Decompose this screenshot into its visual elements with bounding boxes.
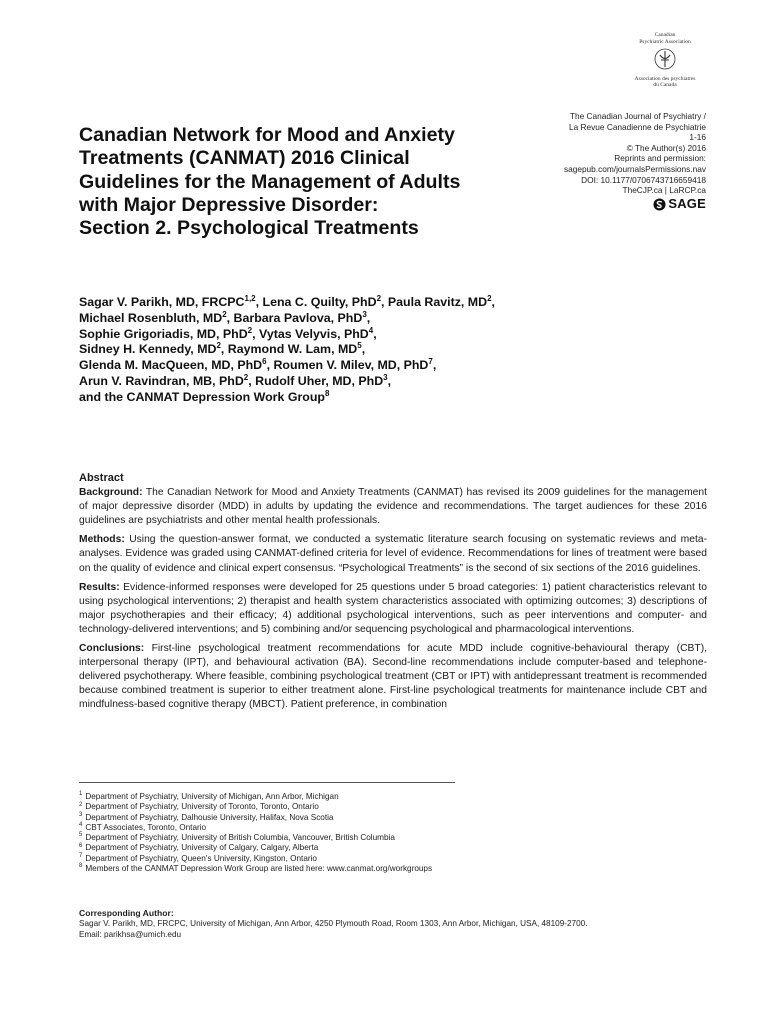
- journal-name-fr: La Revue Canadienne de Psychiatrie: [569, 121, 706, 132]
- author-separator: ,: [491, 295, 495, 309]
- abstract-conclusions: [79, 642, 707, 712]
- journal-pages: 1-16: [689, 132, 706, 143]
- title-line: Guidelines for the Management of Adults: [79, 170, 461, 193]
- footnote-text: Department of Psychiatry, University of Calgary, Calgary, Alberta: [85, 843, 319, 853]
- sage-logo-icon: [653, 198, 666, 211]
- affiliation-footnotes: [79, 792, 679, 874]
- footnote-number: 4: [79, 822, 83, 829]
- author-line: [79, 327, 699, 343]
- footnote: [79, 843, 679, 853]
- footnote-text: Department of Psychiatry, University of Michigan, Ann Arbor, Michigan: [85, 792, 339, 801]
- association-name-line: Association des psychiatres: [634, 75, 696, 82]
- section-text: Evidence-informed responses were developed for 25 questions under 5 broad categories: 1) patient characteristics relevant to using psychological interventions; 2) therapist and health system characteristics associated with optimizing outcomes; 3) descriptions of major psychotherapies and their efficacy; 4) additional psychological interventions, such as peer interventions and computer- and technology-delivered interventions; and 5) combining and/or sequencing psychological and pharmacological interventions.: [79, 581, 707, 635]
- journal-reprints-url[interactable]: sagepub.com/journalsPermissions.nav: [563, 163, 706, 174]
- footnote: [79, 792, 679, 802]
- author-name: , Vytas Velyvis, PhD: [252, 326, 369, 341]
- author-line: [79, 358, 699, 374]
- title-line: Treatments (CANMAT) 2016 Clinical: [79, 147, 410, 170]
- author-line: [79, 374, 699, 390]
- author-name: , Rudolf Uher, MD, PhD: [248, 373, 384, 388]
- author-separator: ,: [432, 358, 437, 373]
- footnote-text: Department of Psychiatry, University of British Columbia, Vancouver, British Columbia: [85, 833, 395, 843]
- author-name: Glenda M. MacQueen, MD, PhD: [79, 358, 263, 373]
- footnote: [79, 813, 679, 823]
- affiliation-marker: 4: [368, 325, 374, 335]
- author-list: [79, 295, 699, 406]
- footnote-text: Department of Psychiatry, Dalhousie University, Halifax, Nova Scotia: [85, 812, 334, 822]
- affiliation-marker: 6: [262, 357, 267, 367]
- author-line: [79, 311, 699, 327]
- author-line: [79, 342, 699, 358]
- author-separator: ,: [373, 326, 377, 341]
- author-name: and the CANMAT Depression Work Group: [79, 389, 325, 404]
- author-separator: ,: [366, 310, 371, 325]
- section-text: First-line psychological treatment recommendations for acute MDD include cognitive-behavioural therapy (CBT), interpersonal therapy (IPT), and behavioural activation (BA). Second-line recommendations include computer-based and telephone-delivered psychotherapy. Where feasible, combining psychological treatment (CBT or IPT) with antidepressant treatment is recommended because combined treatment is superior to either treatment alone. First-line psychological treatments for maintenance include CBT and mindfulness-based cognitive therapy (MBCT). Patient preference, in combination: [79, 643, 707, 711]
- footnote-number: 3: [79, 811, 83, 818]
- author-line: [79, 295, 699, 311]
- author-name: Arun V. Ravindran, MB, PhD: [79, 373, 244, 388]
- author-name: Sagar V. Parikh, MD, FRCPC: [79, 295, 245, 309]
- journal-sites[interactable]: TheCJP.ca | LaRCP.ca: [622, 185, 706, 196]
- footnote-number: 7: [79, 853, 83, 860]
- footnote: [79, 833, 679, 843]
- author-name: Sophie Grigoriadis, MD, PhD: [79, 326, 248, 341]
- abstract-background: [79, 486, 707, 528]
- footnote-text: Department of Psychiatry, Queen’s University, Kingston, Ontario: [85, 853, 317, 863]
- author-name: , Roumen V. Milev, MD, PhD: [266, 358, 429, 373]
- author-separator: ,: [361, 342, 366, 357]
- affiliation-marker: 2: [222, 309, 227, 319]
- footnote: [79, 823, 679, 833]
- author-name: , Paula Ravitz, MD: [381, 295, 488, 309]
- footnote-number: 5: [79, 832, 83, 839]
- footnote: [79, 802, 679, 812]
- section-label: Results:: [79, 581, 120, 593]
- corresponding-email[interactable]: Email: parikhsa@umich.edu: [79, 929, 182, 939]
- footnote-number: 8: [79, 863, 83, 870]
- abstract-heading: Abstract: [79, 472, 124, 484]
- journal-copyright: © The Author(s) 2016: [626, 142, 706, 153]
- section-label: Background:: [79, 487, 143, 499]
- author-line: [79, 390, 699, 406]
- journal-reprints: Reprints and permission:: [614, 153, 706, 164]
- affiliation-marker: 5: [357, 341, 362, 351]
- title-line: with Major Depressive Disorder:: [79, 193, 379, 216]
- author-name: Sidney H. Kennedy, MD: [79, 342, 217, 357]
- association-name-line: Psychiatric Association: [639, 38, 691, 45]
- affiliation-marker: 2: [216, 341, 221, 351]
- author-name: , Barbara Pavlova, PhD: [226, 310, 363, 325]
- journal-doi[interactable]: DOI: 10.1177/0706743716659418: [581, 174, 706, 185]
- corresponding-author: [79, 908, 699, 940]
- footnote-number: 2: [79, 801, 83, 808]
- association-emblem-icon: [652, 48, 678, 70]
- association-name-line: Canadian: [654, 32, 676, 38]
- section-label: Conclusions:: [79, 643, 145, 655]
- abstract: [79, 471, 707, 718]
- footnote-text: CBT Associates, Toronto, Ontario: [85, 822, 207, 832]
- journal-name-en: The Canadian Journal of Psychiatry /: [569, 111, 706, 121]
- author-name: Michael Rosenbluth, MD: [79, 310, 223, 325]
- section-text: Using the question-answer format, we conducted a systematic literature search focusing on systematic reviews and meta-analyses. Evidence was graded using CANMAT-defined criteria for level of evidence. Recommendations for lines of treatment were based on the quality of evidence and clinical expert consensus. “Psychological Treatments” is the second of six sections of the 2016 guidelines.: [79, 534, 707, 574]
- title-line: Section 2. Psychological Treatments: [79, 217, 419, 240]
- article-title: [79, 124, 549, 240]
- footnote-number: 6: [79, 842, 83, 849]
- affiliation-marker: 3: [362, 309, 367, 319]
- footnote-text: Members of the CANMAT Depression Work Group are listed here: www.canmat.org/workgroups: [85, 864, 433, 874]
- section-text: The Canadian Network for Mood and Anxiety Treatments (CANMAT) has revised its 2009 guidelines for the management of major depressive disorder (MDD) in adults by updating the evidence and recommendations. The target audiences for these 2016 guidelines are psychiatrists and other mental health professionals.: [79, 487, 707, 527]
- affiliation-marker: 2: [376, 293, 382, 303]
- affiliation-marker: 3: [383, 372, 388, 382]
- footnote: [79, 854, 679, 864]
- footnote-text: Department of Psychiatry, University of Toronto, Toronto, Ontario: [85, 802, 319, 812]
- association-logo: [620, 32, 710, 89]
- abstract-results: [79, 581, 707, 637]
- affiliation-marker: 8: [325, 388, 330, 398]
- footnote-divider: [79, 782, 455, 783]
- author-name: , Raymond W. Lam, MD: [220, 342, 358, 357]
- section-label: Methods:: [79, 534, 125, 546]
- footnote-number: 1: [79, 791, 83, 798]
- author-separator: ,: [387, 373, 392, 388]
- abstract-methods: [79, 533, 707, 575]
- affiliation-marker: 1,2: [244, 293, 256, 303]
- author-name: , Lena C. Quilty, PhD: [255, 295, 377, 309]
- footnote: [79, 864, 679, 874]
- title-line: Canadian Network for Mood and Anxiety: [79, 124, 455, 146]
- association-name-line: du Canada: [653, 82, 677, 88]
- affiliation-marker: 7: [428, 357, 433, 367]
- affiliation-marker: 2: [487, 293, 492, 303]
- corresponding-heading: Corresponding Author:: [79, 908, 174, 918]
- corresponding-address: Sagar V. Parikh, MD, FRCPC, University of Michigan, Ann Arbor, 4250 Plymouth Road, Room 1303, Ann Arbor, Michigan, USA, 48109-2700.: [79, 918, 588, 928]
- publisher-name: SAGE: [668, 195, 706, 211]
- affiliation-marker: 2: [243, 372, 249, 382]
- affiliation-marker: 2: [247, 325, 253, 335]
